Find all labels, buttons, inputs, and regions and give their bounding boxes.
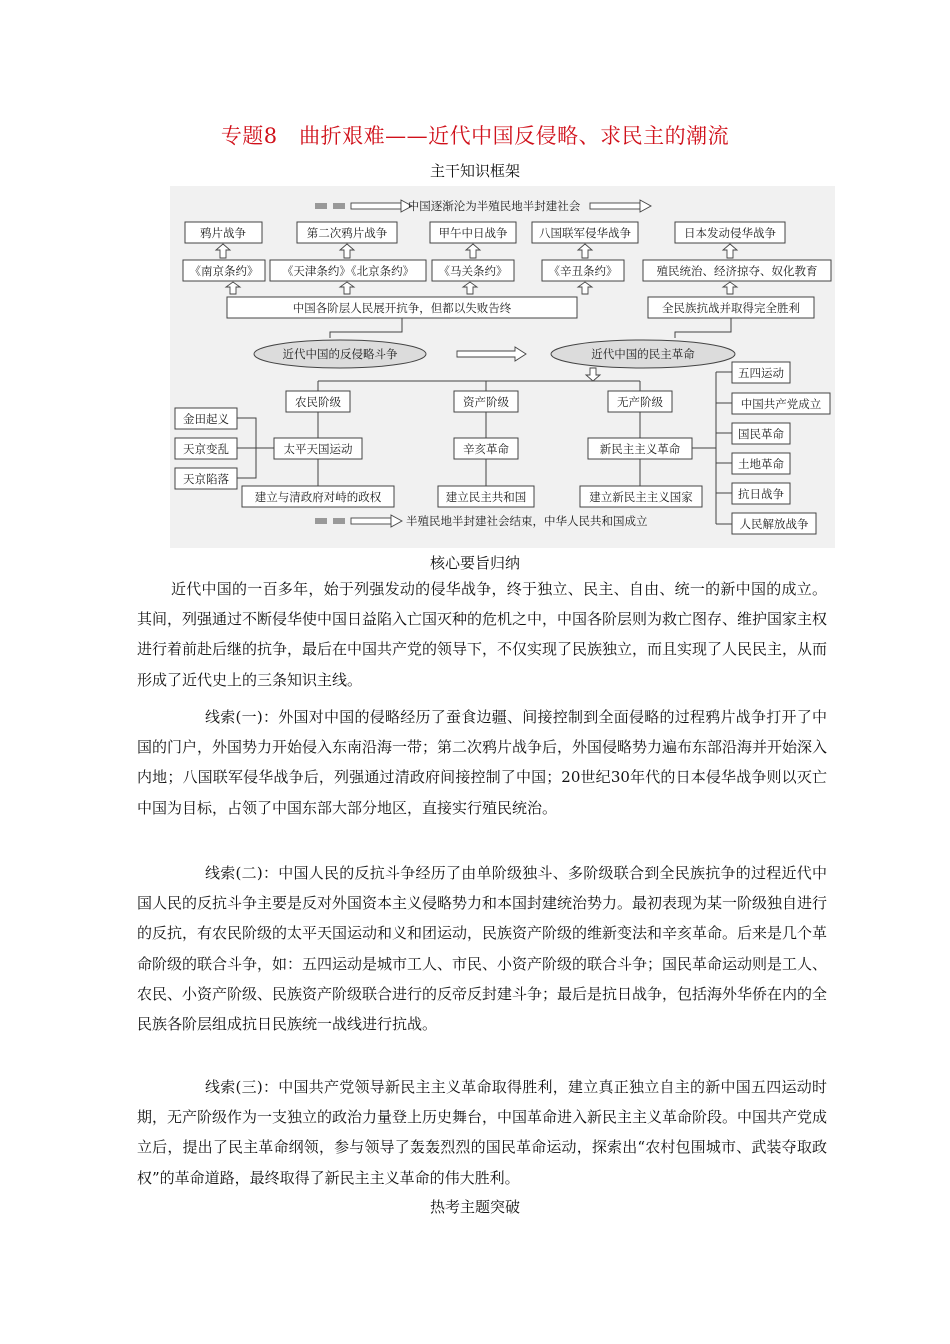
anti-aggression-label: 近代中国的反侵略斗争	[282, 347, 398, 361]
war-2: 第二次鸦片战争	[306, 226, 388, 240]
war-3: 甲午中日战争	[438, 226, 508, 240]
movement-2: 辛亥革命	[463, 442, 509, 456]
intro-paragraph: 近代中国的一百多年，始于列强发动的侵华战争，终于独立、民主、自由、统一的新中国的成立。其间，列强通过不断侵华使中国日益陷入亡国灭种的危机之中，中国各阶层则为救亡图存、维护国家主权进行着前赴后继的抗争，最后在中国共产党的领导下，不仅实现了民族独立，而且实现了人民民主，从而形成了近代史上的三条知识主线。	[137, 580, 828, 689]
stage-5: 抗日战争	[738, 487, 784, 501]
outcome-3: 建立新民主主义国家	[589, 490, 693, 504]
treaty-5: 殖民统治、经济掠夺、奴化教育	[656, 264, 818, 278]
stage-1: 五四运动	[738, 366, 784, 380]
framework-heading: 主干知识框架	[429, 162, 520, 180]
clue-one-paragraph: 线索(一)：外国对中国的侵略经历了蚕食边疆、间接控制到全面侵略的过程鸦片战争打开了中国的门户，外国势力开始侵入东南沿海一带；第二次鸦片战争后，外国侵略势力遍布东部沿海并开始深入内地；八国联军侵华战争后，列强通过清政府间接控制了中国；20世纪30年代的日本侵华战争则以灭亡中国为目标，占领了中国东部大部分地区，直接实行殖民统治。	[137, 708, 828, 817]
democratic-revolution-label: 近代中国的民主革命	[591, 347, 695, 361]
movement-3: 新民主主义革命	[599, 442, 681, 456]
summary-heading: 核心要旨归纳	[429, 554, 520, 572]
victory-label: 全民族抗战并取得完全胜利	[662, 301, 800, 315]
treaties-row	[183, 260, 831, 281]
outcome-1: 建立与清政府对峙的政权	[254, 490, 382, 504]
taiping-event-2: 天京变乱	[183, 442, 229, 456]
war-5: 日本发动侵华战争	[684, 226, 776, 240]
stage-6: 人民解放战争	[739, 517, 809, 531]
class-1: 农民阶级	[295, 395, 341, 409]
stage-4: 土地革命	[738, 457, 784, 471]
treaty-2: 《天津条约》《北京条约》	[281, 264, 415, 278]
class-3: 无产阶级	[617, 395, 663, 409]
bottom-arrow-label: 半殖民地半封建社会结束，中华人民共和国成立	[406, 514, 648, 528]
movement-1: 太平天国运动	[283, 442, 353, 456]
taiping-event-1: 金田起义	[183, 412, 229, 426]
class-2: 资产阶级	[463, 395, 509, 409]
taiping-event-3: 天京陷落	[183, 472, 229, 486]
clue-two-paragraph: 线索(二)：中国人民的反抗斗争经历了由单阶级独斗、多阶级联合到全民族抗争的过程近代中国人民的反抗斗争主要是反对外国资本主义侵略势力和本国封建统治势力。最初表现为某一阶级独自进行的反抗，有农民阶级的太平天国运动和义和团运动，民族资产阶级的维新变法和辛亥革命。后来是几个革命阶级的联合斗争，如：五四运动是城市工人、市民、小资产阶级的联合斗争；国民革命运动则是工人、农民、小资产阶级、民族资产阶级联合进行的反帝反封建斗争；最后是抗日战争，包括海外华侨在内的全民族各阶层组成抗日民族统一战线进行抗战。	[137, 864, 828, 1034]
treaty-1: 《南京条约》	[189, 264, 259, 278]
clue-three-paragraph: 线索(三)：中国共产党领导新民主主义革命取得胜利，建立真正独立自主的新中国五四运动时期，无产阶级作为一支独立的政治力量登上历史舞台，中国革命进入新民主主义革命阶段。中国共产党成立后，提出了民主革命纲领，参与领导了轰轰烈烈的国民革命运动，探索出“农村包围城市、武装夺取政权”的革命道路，最终取得了新民主主义革命的伟大胜利。	[137, 1078, 828, 1187]
knowledge-framework-diagram	[170, 186, 835, 548]
treaty-3: 《马关条约》	[438, 264, 508, 278]
resistance-label: 中国各阶层人民展开抗争，但都以失败告终	[292, 301, 512, 315]
page-title: 专题8 曲折艰难——近代中国反侵略、求民主的潮流	[220, 124, 730, 148]
stage-2: 中国共产党成立	[740, 397, 822, 411]
outcome-2: 建立民主共和国	[445, 490, 527, 504]
war-1: 鸦片战争	[200, 226, 246, 240]
top-arrow-label: 中国逐渐沦为半殖民地半封建社会	[407, 199, 581, 213]
stage-3: 国民革命	[738, 427, 784, 441]
treaty-4: 《辛丑条约》	[548, 264, 618, 278]
war-4: 八国联军侵华战争	[539, 226, 631, 240]
hot-topics-heading: 热考主题突破	[429, 1198, 520, 1216]
